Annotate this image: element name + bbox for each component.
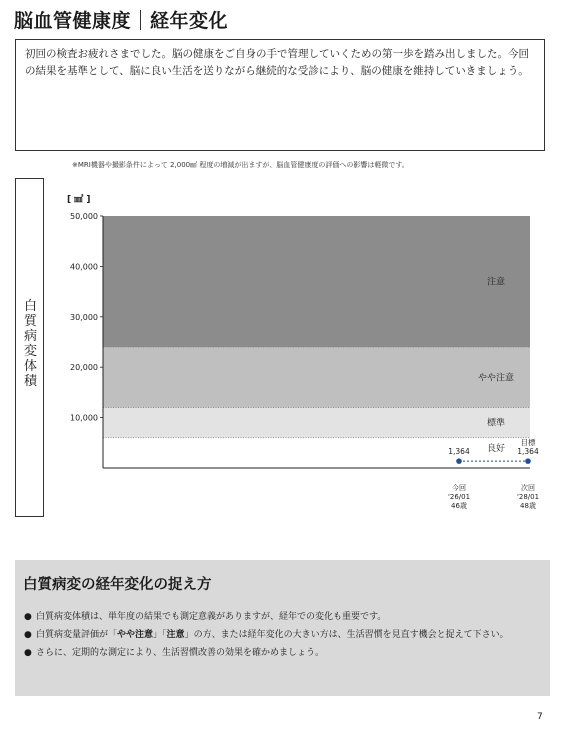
bullet-text: 」の方、または経年変化の大きい方は、生活習慣を見直す機会と捉えて下さい。 (184, 630, 509, 640)
page-title-main: 脳血管健康度 (14, 10, 132, 32)
data-point (525, 458, 531, 464)
x-tick-label: 次回 (521, 484, 535, 492)
band-24000 (103, 216, 530, 347)
x-tick-label: 48歳 (520, 502, 536, 510)
y-tick-label: 10,000 (70, 413, 98, 423)
bullet-text: 白質病変体積は、単年度の結果でも測定意義がありますが、経年での変化も重要です。 (36, 612, 387, 622)
data-label: 1,364 (517, 447, 539, 457)
side-label-char: 病 (23, 329, 37, 344)
target-annotation: 目標 (520, 438, 536, 448)
side-label-char: 質 (23, 314, 37, 329)
band-label: やや注意 (477, 373, 515, 384)
data-point (456, 458, 462, 464)
band-6000 (103, 408, 530, 438)
title-separator (140, 10, 141, 30)
y-tick-label: 30,000 (70, 312, 98, 322)
page-title (14, 4, 228, 38)
section-title: 白質病変の経年変化の捉え方 (23, 577, 212, 593)
band-12000 (103, 347, 530, 407)
list-item (23, 646, 543, 661)
bullet-text: さらに、定期的な測定により、生活習慣改善の効果を確かめましょう。 (36, 648, 325, 658)
list-item (23, 610, 543, 625)
interpretation-section (15, 560, 550, 696)
bullet-list (23, 610, 543, 664)
side-label-char: 体 (23, 359, 37, 374)
x-tick-label: 46歳 (451, 502, 467, 510)
side-label-char: 積 (23, 374, 37, 389)
side-label-char: 白 (23, 299, 37, 314)
band-label: 注意 (486, 277, 506, 288)
side-label-char: 変 (23, 344, 37, 359)
white-matter-chart (44, 178, 554, 523)
data-label: 1,364 (448, 447, 470, 457)
bullet-emphasis: 注意 (166, 630, 185, 640)
intro-box (15, 39, 545, 151)
side-label-frame (15, 178, 44, 517)
x-tick-label: 今回 (452, 484, 466, 492)
y-tick-label: 40,000 (70, 262, 98, 272)
bullet-dot: ● (24, 630, 32, 640)
page-title-sub: 経年変化 (150, 10, 229, 32)
bullet-text: 」「 (153, 630, 167, 640)
side-label (16, 299, 45, 389)
x-tick-label: '28/01 (516, 493, 540, 501)
bullet-dot: ● (24, 648, 32, 658)
y-tick-label: 50,000 (70, 212, 98, 221)
intro-text: 初回の検査お疲れさまでした。脳の健康をご自身の手で管理していくための第一歩を踏み出しました。今回の結果を基準として、脳に良い生活を送りながら継続的な受診により、脳の健康を維持していきましょう。 (25, 48, 529, 77)
page-number: 7 (537, 712, 543, 722)
band-label: 良好 (486, 443, 506, 454)
bullet-emphasis: やや注意 (117, 630, 154, 640)
bullet-dot: ● (24, 612, 32, 622)
chart-note: ※MRI機器や撮影条件によって 2,000㎣ 程度の増減が出ますが、脳血管健康度の評価への影響は軽微です。 (72, 161, 409, 169)
y-unit-label: [ ㎣ ] (67, 195, 91, 205)
x-tick-label: '26/01 (447, 493, 471, 501)
y-tick-label: 20,000 (70, 363, 98, 373)
bullet-text: 白質病変量評価が「 (36, 630, 118, 640)
band-label: 標準 (486, 418, 506, 429)
list-item (23, 628, 543, 643)
